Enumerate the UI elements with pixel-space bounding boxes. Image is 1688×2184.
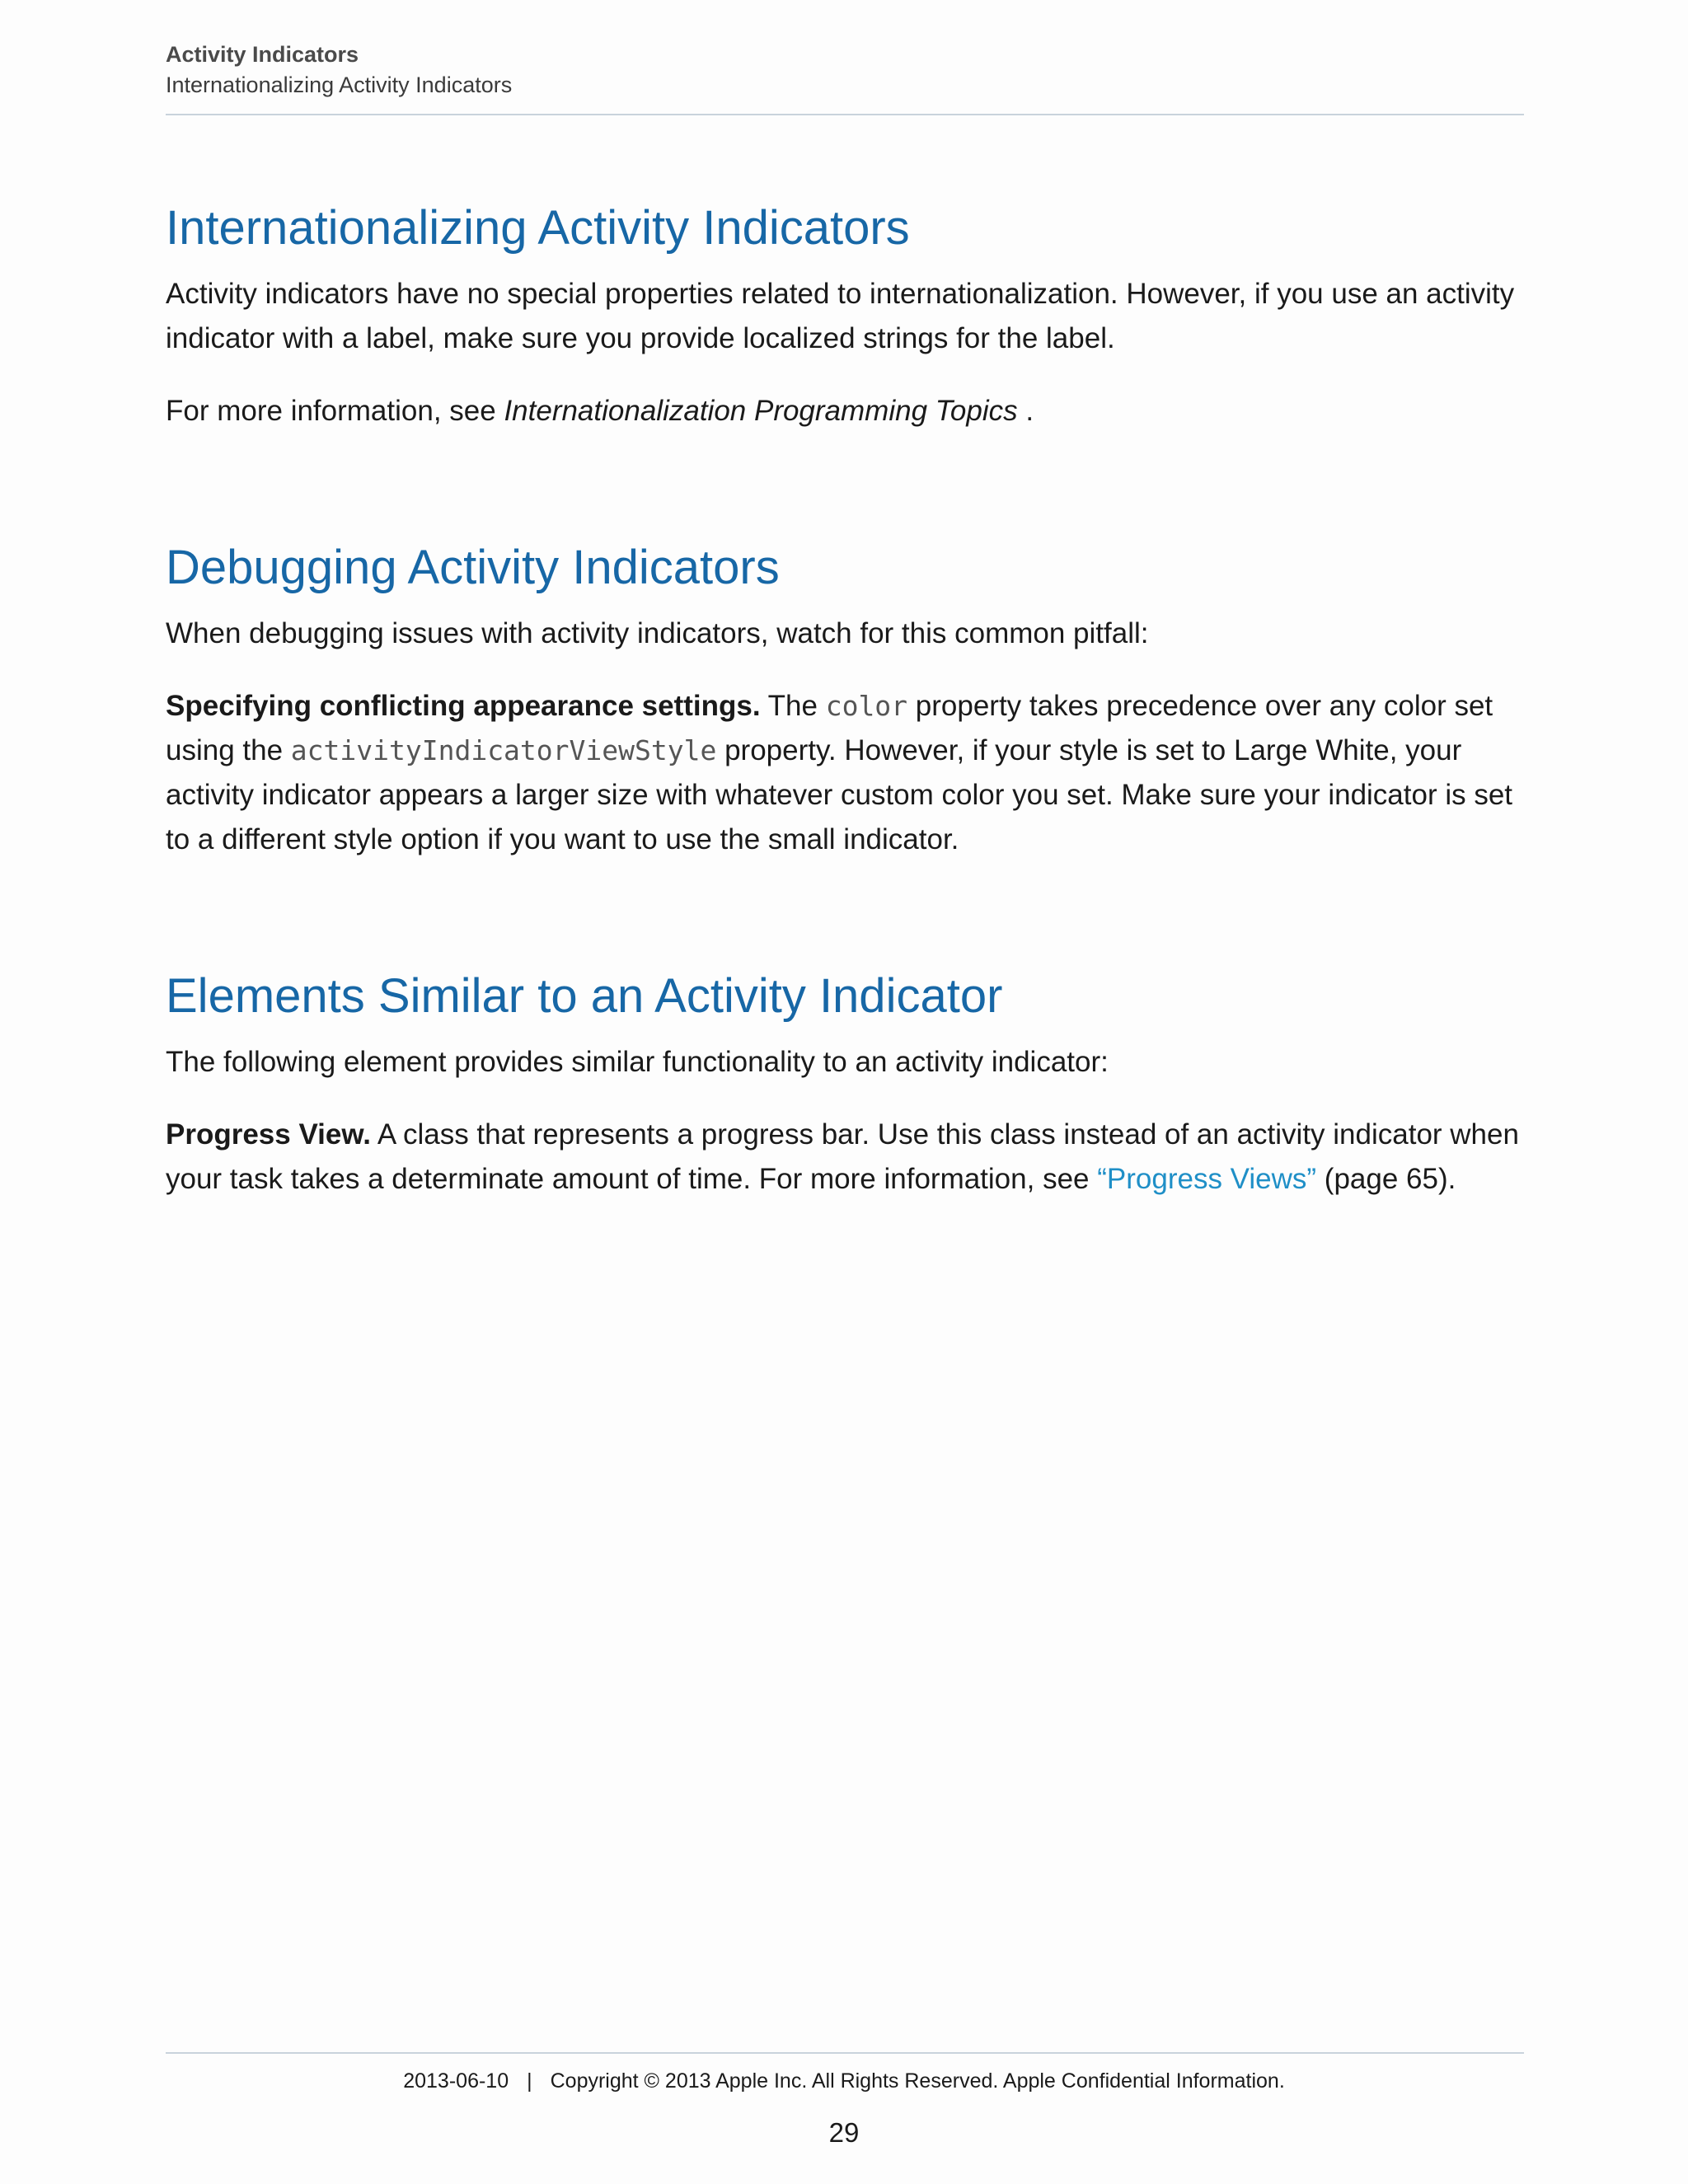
text-run: (page 65). [1316, 1163, 1456, 1195]
page-number: 29 [828, 2117, 860, 2148]
text-run: property. However, if your style is set to Large White, your activity indicator appears a larger size with whatever custom color you set. Make sure your indicator is set to a different style option if you want to use the small indicator. [166, 734, 1513, 855]
progress-views-link[interactable]: “Progress Views” [1097, 1163, 1317, 1195]
section-debugging-paragraph-2 [166, 684, 1534, 862]
code-color-property: color [825, 690, 908, 722]
section-debugging-paragraph-1: When debugging issues with activity indicators, watch for this common pitfall: [166, 617, 1149, 649]
footer-separator: | [527, 2069, 532, 2093]
term-label: Progress View. [166, 1118, 372, 1151]
header-chapter-title: Activity Indicators [166, 42, 359, 67]
text-run: For more information, see [166, 395, 504, 427]
section-internationalizing-paragraph-1: Activity indicators have no special properties related to internationalization. However, if you use an activity indicator with a label, make sure you provide localized strings for the label. [166, 278, 1515, 354]
section-similar-paragraph-1: The following element provides similar functionality to an activity indicator: [166, 1046, 1109, 1078]
footer-copyright: Copyright © 2013 Apple Inc. All Rights Reserved. Apple Confidential Information. [550, 2069, 1285, 2093]
header-divider [166, 114, 1524, 115]
section-heading-internationalizing: Internationalizing Activity Indicators [166, 201, 910, 255]
text-run: property takes precedence over any color set using the [166, 690, 1493, 766]
text-run: A class that represents a progress bar. Use this class instead of an activity indicator when your task takes a determinate amount of time. For more information, see [166, 1118, 1519, 1195]
footer [0, 2067, 1688, 2095]
term-label: Specifying conflicting appearance settings. [166, 690, 761, 722]
header-section-title: Internationalizing Activity Indicators [166, 73, 513, 97]
section-internationalizing-paragraph-2 [166, 389, 1534, 434]
footer-date: 2013-06-10 [403, 2069, 509, 2093]
section-heading-debugging: Debugging Activity Indicators [166, 541, 780, 594]
running-header [166, 40, 1524, 101]
reference-title: Internationalization Programming Topics [504, 395, 1018, 427]
section-similar-paragraph-2 [166, 1113, 1534, 1202]
text-run: The [760, 690, 826, 722]
section-heading-similar-elements: Elements Similar to an Activity Indicator [166, 969, 1003, 1023]
code-style-property: activityIndicatorViewStyle [290, 734, 717, 766]
text-run: . [1017, 395, 1034, 427]
footer-divider [166, 2052, 1524, 2054]
